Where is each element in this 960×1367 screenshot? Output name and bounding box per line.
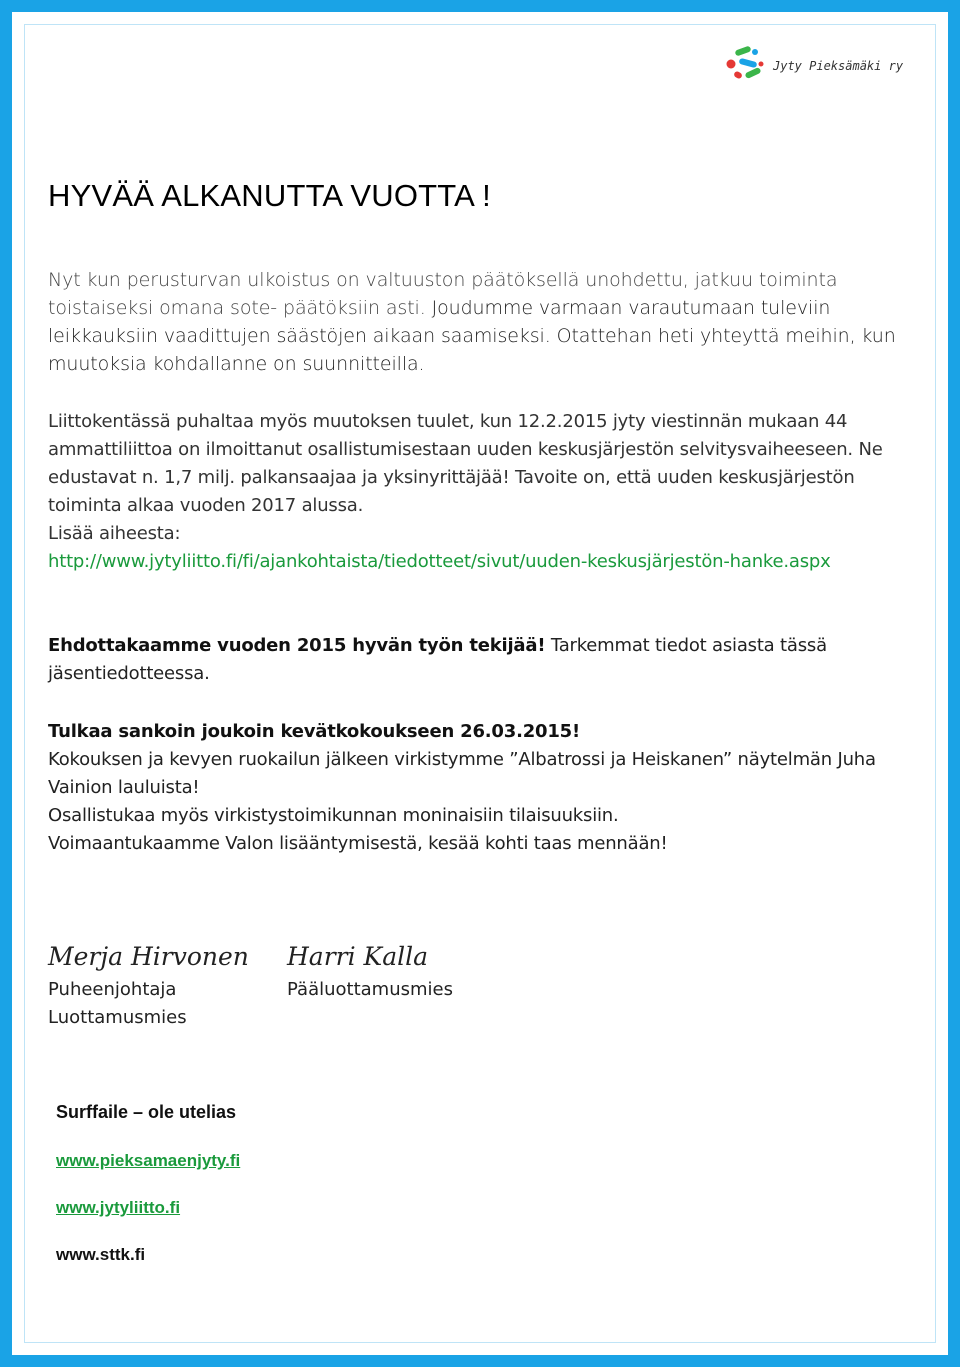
meeting-line-1: Kokouksen ja kevyen ruokailun jälkeen virkistymme ”Albatrossi ja Heiskanen” näytelmän Juha Vainion lauluista! xyxy=(48,749,876,798)
link-jytyliitto[interactable]: www.jytyliitto.fi xyxy=(56,1198,181,1217)
footer-heading: Surffaile – ole utelias xyxy=(56,1102,237,1122)
intro-text-1: Nyt kun perusturvan ulkoistus on valtuuston päätöksellä unohdettu, jatkuu toiminta toistaiseksi omana sote- päätöksiin asti. xyxy=(48,269,838,319)
jyty-logo xyxy=(725,46,905,84)
signature-merja-roles xyxy=(48,976,187,1032)
logo-text: Jyty Pieksämäki ry xyxy=(773,59,904,73)
link-pieksamaenjyty[interactable]: www.pieksamaenjyty.fi xyxy=(56,1151,241,1170)
news-link[interactable]: http://www.jytyliitto.fi/fi/ajankohtaista/tiedotteet/sivut/uuden-keskusjärjestön-hanke.aspx xyxy=(48,551,831,572)
meeting-line-3: Voimaantukaamme Valon lisääntymisestä, kesää kohti taas mennään! xyxy=(48,833,668,854)
role-chief-shop-steward: Pääluottamusmies xyxy=(287,979,453,1000)
signature-harri-roles xyxy=(287,976,453,1004)
news-text: Liittokentässä puhaltaa myös muutoksen tuulet, kun 12.2.2015 jyty viestinnän mukaan 44 ammattiliittoa on ilmoittanut osallistumisestaan uuden keskusjärjestön selvitysvaiheeseen. Ne edustavat n. 1,7 milj. palkansaajaa ja yksinyrittäjää! Tavoite on, että uuden keskusjärjestön toiminta alkaa vuoden 2017 alussa. xyxy=(48,411,883,516)
signature-harri: Harri Kalla xyxy=(287,942,429,971)
meeting-line-2: Osallistukaa myös virkistystoimikunnan moninaisiin tilaisuuksiin. xyxy=(48,805,619,826)
signature-merja: Merja Hirvonen xyxy=(48,942,249,971)
intro-text-2: Joudumme varmaan varautumaan tuleviin leikkauksiin vaadittujen säästöjen aikaan saamiseksi. Otattehan heti yhteyttä meihin, kun muutoksia kohdallanne on suunnitteilla. xyxy=(48,297,896,375)
jyty-logo-icon xyxy=(725,46,769,84)
nominate-paragraph xyxy=(48,632,928,688)
more-label: Lisää aiheesta: xyxy=(48,523,181,544)
nominate-bold: Ehdottakaamme vuoden 2015 hyvän työn tekijää! xyxy=(48,635,546,656)
meeting-paragraph xyxy=(48,718,928,858)
intro-paragraph xyxy=(48,266,928,378)
role-chair: Puheenjohtaja xyxy=(48,979,177,1000)
page-title: HYVÄÄ ALKANUTTA VUOTTA ! xyxy=(48,178,491,213)
nominate-rest: Tarkemmat tiedot asiasta tässä jäsentiedotteessa. xyxy=(48,635,827,684)
news-paragraph xyxy=(48,408,928,576)
link-sttk[interactable]: www.sttk.fi xyxy=(56,1245,146,1264)
role-shop-steward: Luottamusmies xyxy=(48,1007,187,1028)
meeting-bold: Tulkaa sankoin joukoin kevätkokoukseen 26.03.2015! xyxy=(48,721,581,742)
